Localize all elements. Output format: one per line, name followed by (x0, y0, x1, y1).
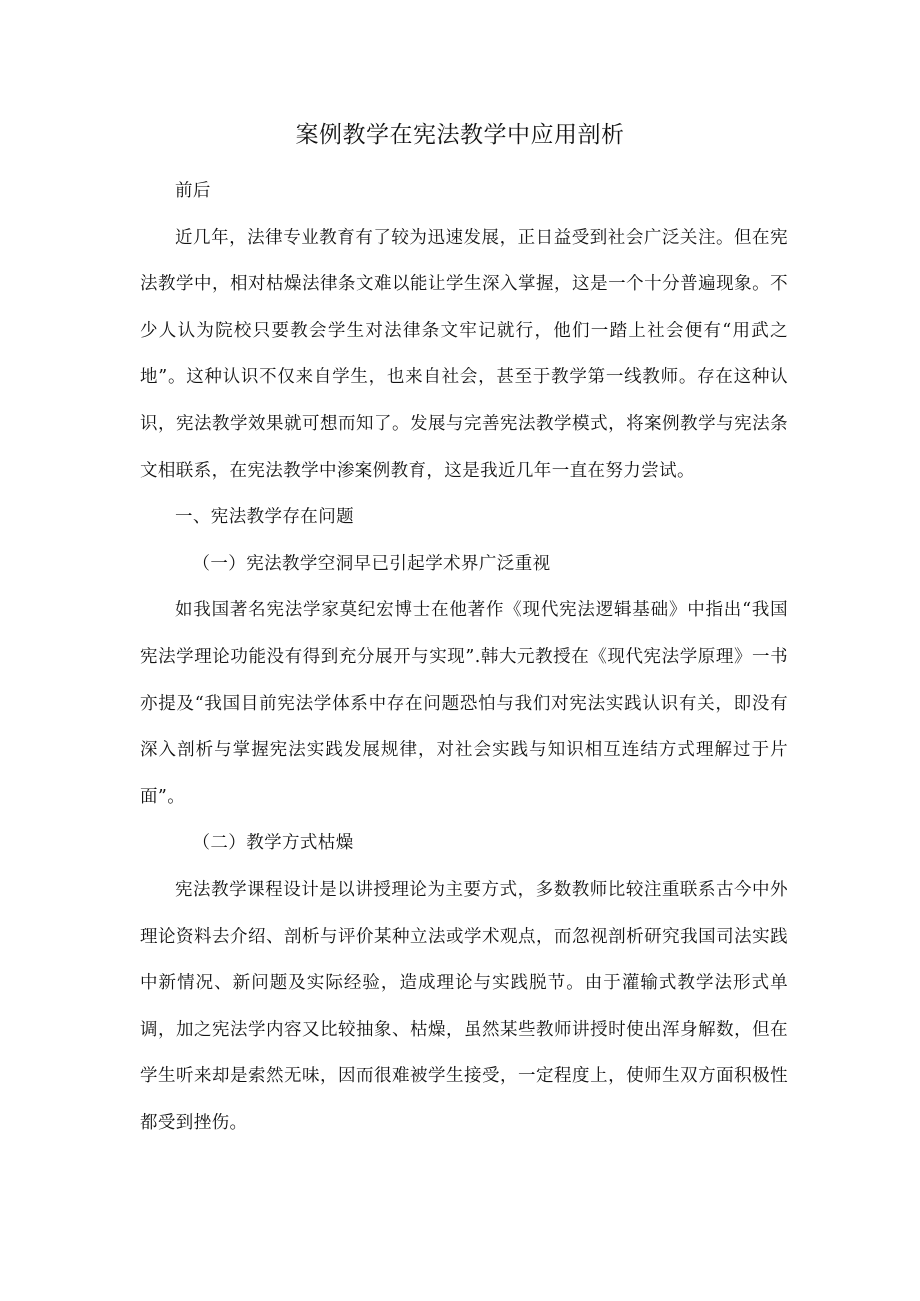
subsection-heading-1: （一）宪法教学空洞早已引起学术界广泛重视 (192, 553, 551, 574)
paragraph-teaching-method: 宪法教学课程设计是以讲授理论为主要方式，多数教师比较注重联系古今中外理论资料去介绍、剖析与评价某种立法或学术观点，而忽视剖析研究我国司法实践中新情况、新问题及实际经验，造成理论与实践脱节。由于灌输式教学法形式单调，加之宪法学内容又比较抽象、枯燥，虽然某些教师讲授时使出浑身解数，但在学生听来却是索然无味，因而很难被学生接受，一定程度上，使师生双方面积极性都受到挫伤。 (140, 879, 788, 1133)
subsection-heading-2: （二）教学方式枯燥 (192, 833, 354, 854)
document-title: 案例教学在宪法教学中应用剖析 (295, 122, 625, 148)
section-heading-1: 一、宪法教学存在问题 (175, 507, 354, 528)
document-body (140, 168, 788, 1146)
paragraph-introduction: 近几年，法律专业教育有了较为迅速发展，正日益受到社会广泛关注。但在宪法教学中，相对枯燥法律条文难以能让学生深入掌握，这是一个十分普遍现象。不少人认为院校只要教会学生对法律条文牢记就行，他们一踏上社会便有“用武之地”。这种认识不仅来自学生，也来自社会，甚至于教学第一线教师。存在这种认识，宪法教学效果就可想而知了。发展与完善宪法教学模式，将案例教学与宪法条文相联系，在宪法教学中渗案例教育，这是我近几年一直在努力尝试。 (140, 227, 788, 481)
paragraph-preface-label: 前后 (175, 181, 211, 201)
paragraph-scholarly-views: 如我国著名宪法学家莫纪宏博士在他著作《现代宪法逻辑基础》中指出“我国宪法学理论功能没有得到充分展开与实现”.韩大元教授在《现代宪法学原理》一书亦提及“我国目前宪法学体系中存在问题恐怕与我们对宪法实践认识有关，即没有深入剖析与掌握宪法实践发展规律，对社会实践与知识相互连结方式理解过于片面”。 (140, 600, 788, 807)
